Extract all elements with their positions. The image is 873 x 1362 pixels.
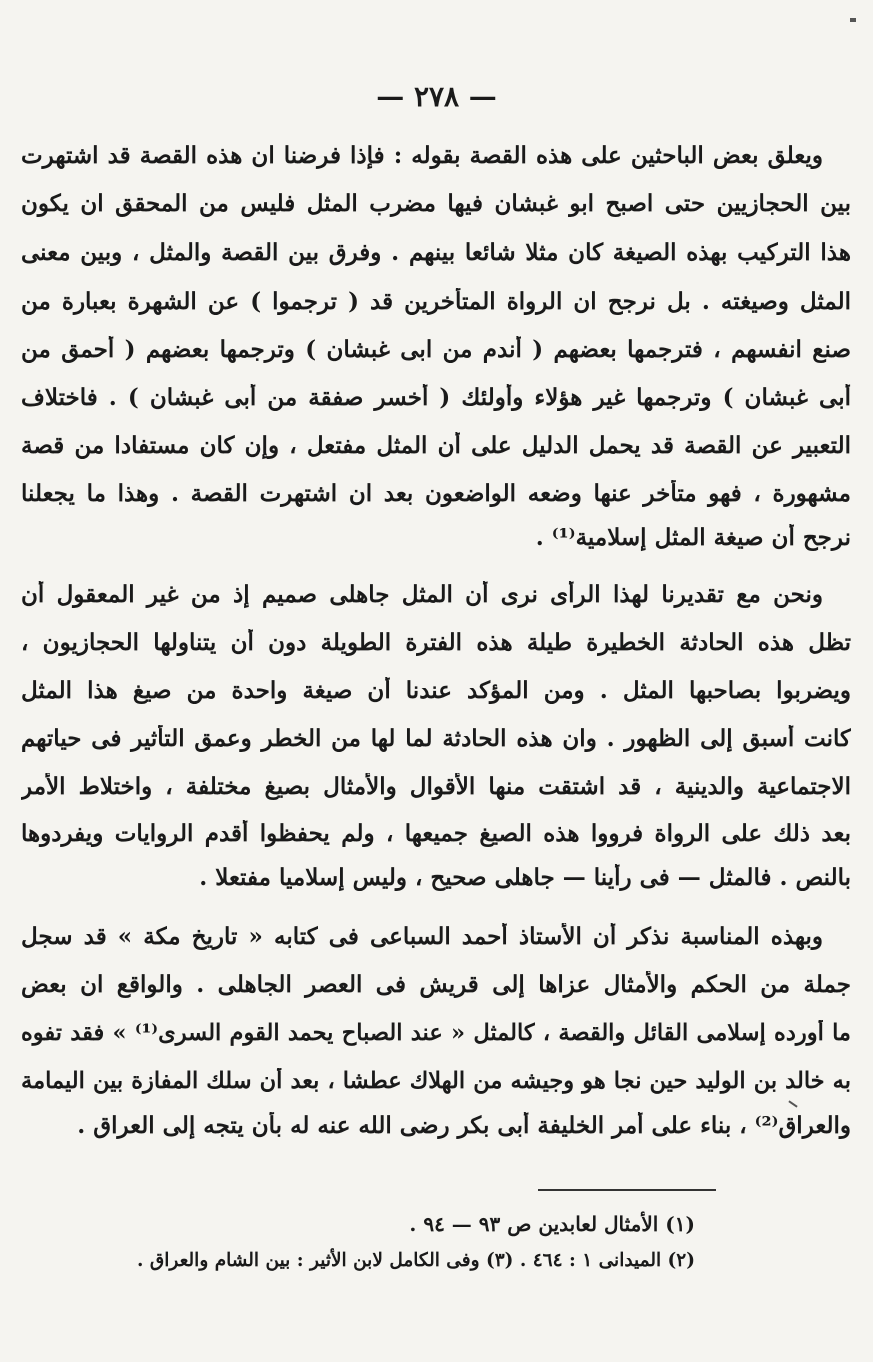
paragraph-1-line-3: هذا التركيب بهذه الصيغة كان مثلا شائعا بينهم . وفرق بين القصة والمثل ، وبين معنى	[21, 239, 851, 266]
paragraph-1-line-2: بين الحجازيين حتى اصبح ابو غبشان فيها مضرب المثل فليس من المحقق ان يكون	[21, 190, 851, 217]
paragraph-1-line-7: التعبير عن القصة قد يحمل الدليل على أن المثل مفتعل ، وإن كان مستفادا من قصة	[21, 432, 851, 459]
footnote-2: (٢) الميدانى ١ : ٤٦٤ . (٣) وفى الكامل لابن الأثير : بين الشام والعراق .	[137, 1250, 695, 1271]
paragraph-2-line-1: ونحن مع تقديرنا لهذا الرأى نرى أن المثل جاهلى صميم إذ من غير المعقول أن	[21, 581, 824, 608]
paragraph-2-line-5: الاجتماعية والدينية ، قد اشتقت منها الأقوال والأمثال بصيغ مختلفة ، واختلاط الأمر	[21, 773, 851, 800]
footnote-divider	[538, 1189, 716, 1191]
footnote-1: (١) الأمثال لعابدين ص ٩٣ — ٩٤ .	[409, 1212, 695, 1236]
paragraph-1-line-9: نرجح أن صيغة المثل إسلامية⁽¹⁾ .	[535, 524, 851, 551]
scan-speck	[850, 18, 856, 22]
paragraph-2-line-3: ويضربوا بصاحبها المثل . ومن المؤكد عندنا أن صيغة واحدة من صيغ هذا المثل	[21, 677, 851, 704]
paragraph-1-line-6: أبى غبشان ) وترجمها غير هؤلاء وأولئك ( أخسر صفقة من أبى غبشان ) . فاختلاف	[21, 384, 851, 411]
paragraph-1-line-5: صنع انفسهم ، فترجمها بعضهم ( أندم من ابى غبشان ) وترجمها بعضهم ( أحمق من	[21, 336, 851, 363]
paragraph-1-line-1: ويعلق بعض الباحثين على هذه القصة بقوله : فإذا فرضنا ان هذه القصة قد اشتهرت	[21, 142, 823, 169]
paragraph-3-line-2: جملة من الحكم والأمثال عزاها إلى قريش فى العصر الجاهلى . والواقع ان بعض	[21, 971, 851, 998]
paragraph-3-line-5: والعراق⁽²⁾ ، بناء على أمر الخليفة أبى بكر رضى الله عنه له بأن يتجه إلى العراق .	[77, 1112, 851, 1139]
paragraph-1-line-4: المثل وصيغته . بل نرجح ان الرواة المتأخرين قد ( ترجموا ) عن الشهرة بعبارة من	[21, 288, 851, 315]
paragraph-2-line-2: تظل هذه الحادثة الخطيرة طيلة هذه الفترة الطويلة دون أن يتناولها الحجازيون ،	[21, 629, 851, 656]
page-number: — ٢٧٨ —	[376, 80, 497, 113]
scan-speck	[788, 1100, 797, 1107]
paragraph-1-line-8: مشهورة ، فهو متأخر عنها وضعه الواضعون بعد ان اشتهرت القصة . وهذا ما يجعلنا	[21, 480, 851, 507]
paragraph-2-line-4: كانت أسبق إلى الظهور . وان هذه الحادثة لما لها من الخطر وعمق التأثير فى حياتهم	[21, 725, 851, 752]
paragraph-2-line-7: بالنص . فالمثل — فى رأينا — جاهلى صحيح ، وليس إسلاميا مفتعلا .	[199, 864, 851, 891]
paragraph-3-line-3: ما أورده إسلامى القائل والقصة ، كالمثل « عند الصباح يحمد القوم السرى⁽¹⁾ » فقد تفوه	[21, 1020, 851, 1046]
paragraph-3-line-4: به خالد بن الوليد حين نجا هو وجيشه من الهلاك عطشا ، بعد أن سلك المفازة بين اليمامة	[21, 1068, 851, 1094]
paragraph-2-line-6: بعد ذلك على الرواة فرووا هذه الصيغ جميعها ، ولم يحفظوا أقدم الروايات ويفردوها	[21, 820, 851, 847]
paragraph-3-line-1: وبهذه المناسبة نذكر أن الأستاذ أحمد السباعى فى كتابه « تاريخ مكة » قد سجل	[21, 923, 823, 950]
